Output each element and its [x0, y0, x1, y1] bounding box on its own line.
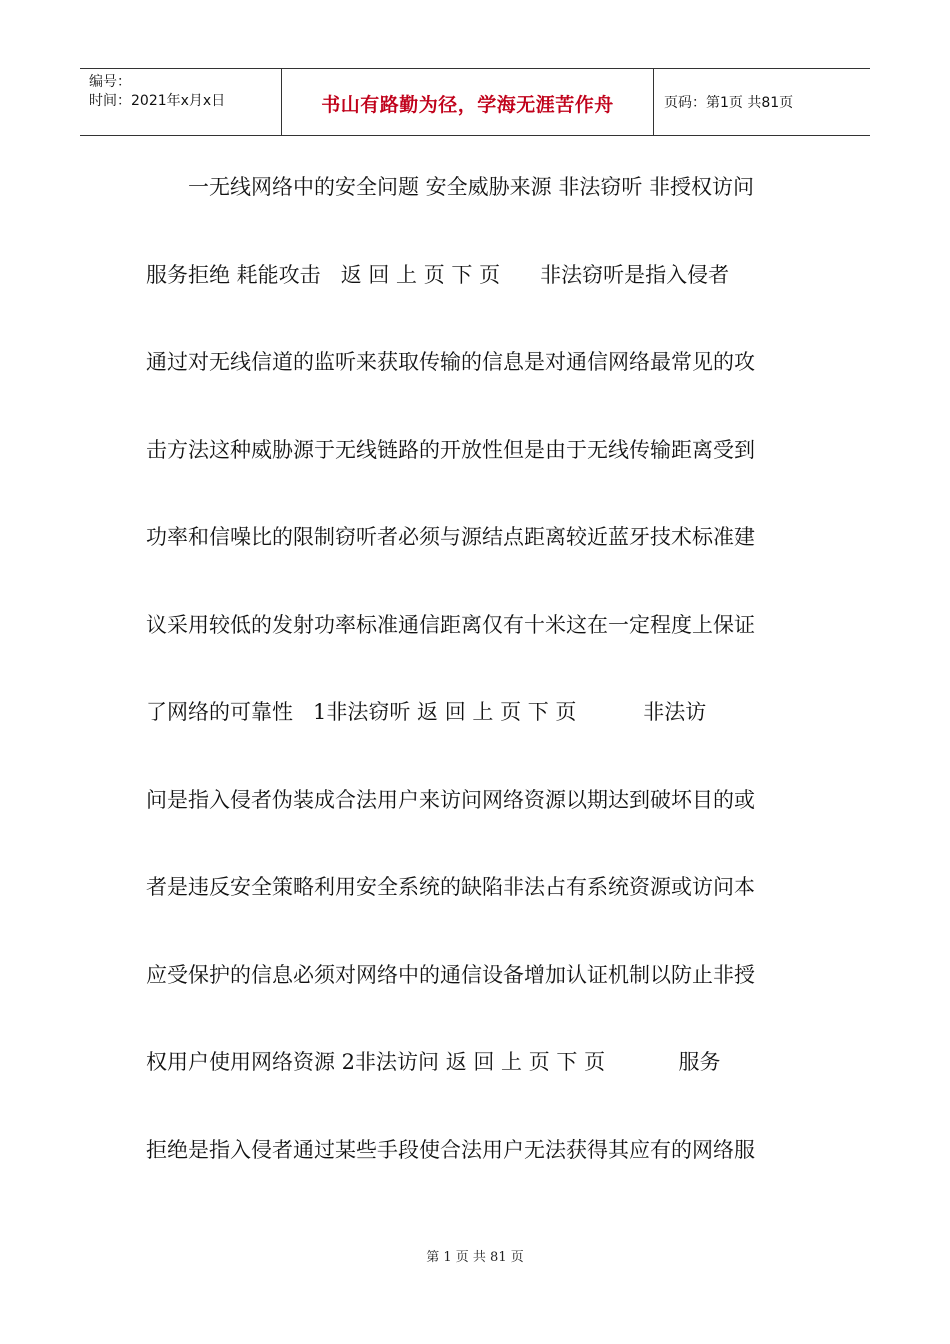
body-line: 击方法这种威胁源于无线链路的开放性但是由于无线传输距离受到 [146, 437, 755, 462]
page-header [80, 68, 870, 136]
body-line: 通过对无线信道的监听来获取传输的信息是对通信网络最常见的攻 [146, 350, 755, 374]
body-line: 功率和信噪比的限制窃听者必须与源结点距离较近蓝牙技术标准建 [146, 525, 755, 549]
body-line: 问是指入侵者伪装成合法用户来访问网络资源以期达到破坏目的或 [146, 787, 755, 812]
body-line: 了网络的可靠性 1非法窃听 返 回 上 页 下 页 非法访 [146, 700, 707, 724]
body-line: 应受保护的信息必须对网络中的通信设备增加认证机制以防止非授 [146, 962, 755, 987]
body-line: 权用户使用网络资源 2非法访问 返 回 上 页 下 页 服务 [146, 1050, 721, 1074]
body-line: 拒绝是指入侵者通过某些手段使合法用户无法获得其应有的网络服 [146, 1137, 755, 1162]
header-motto: 书山有路勤为径，学海无涯苦作舟 [282, 69, 654, 135]
page-footer: 第 1 页 共 81 页 [426, 1250, 524, 1265]
document-number-label: 编号： [89, 74, 131, 90]
body-line: 一无线网络中的安全问题 安全威胁来源 非法窃听 非授权访问 [188, 175, 755, 199]
header-page-info: 页码：第1页 共81页 [664, 95, 794, 111]
header-meta [80, 69, 282, 135]
body-line: 者是违反安全策略利用安全系统的缺陷非法占有系统资源或访问本 [146, 875, 755, 899]
body-line: 服务拒绝 耗能攻击 返 回 上 页 下 页 非法窃听是指入侵者 [146, 262, 730, 287]
body-line: 议采用较低的发射功率标准通信距离仅有十米这在一定程度上保证 [146, 612, 755, 637]
document-body [146, 160, 806, 1210]
document-time-label: 时间：2021年x月x日 [89, 93, 226, 109]
